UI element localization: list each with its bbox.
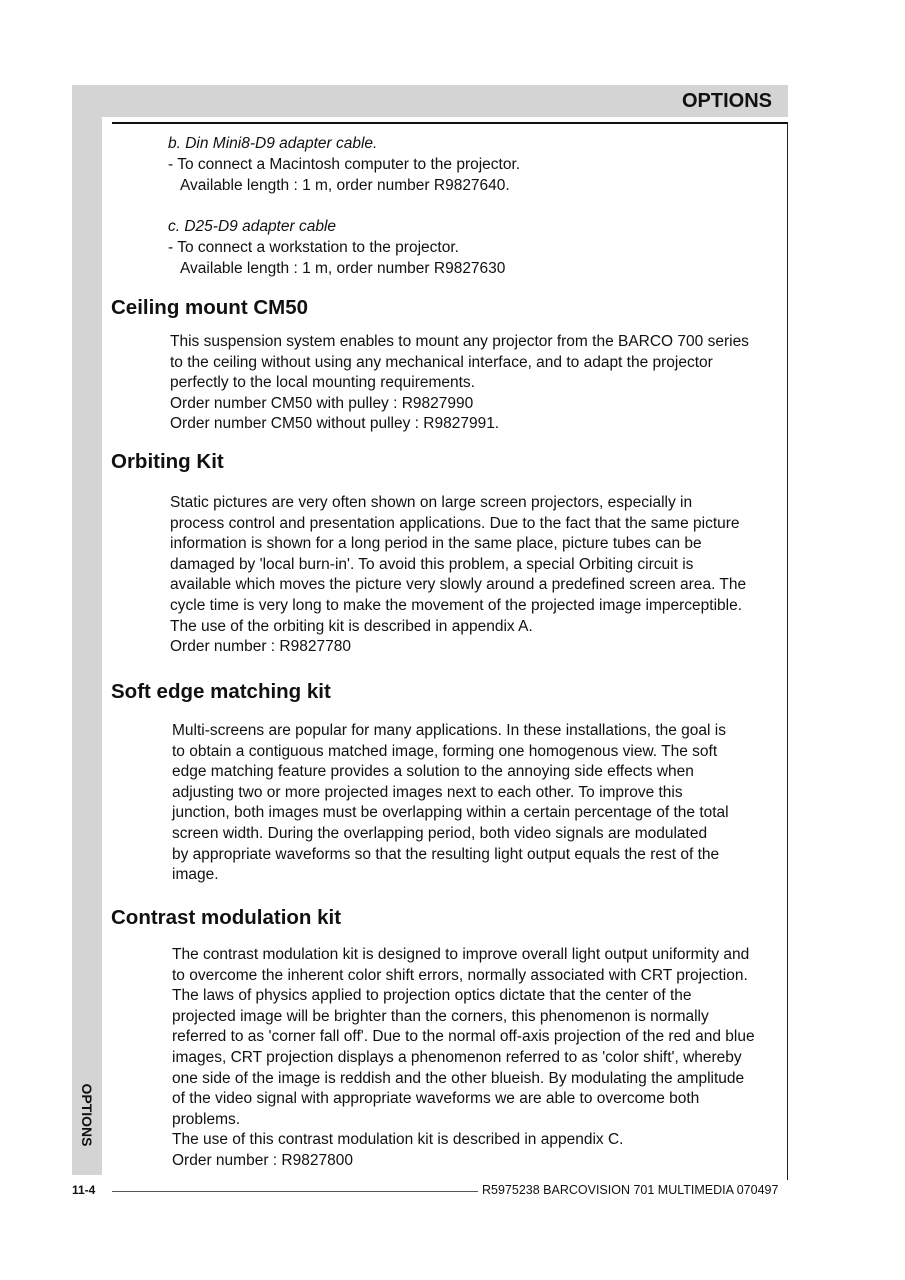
body-line: The use of the orbiting kit is described in appendix A.	[170, 617, 533, 635]
body-line: Order number : R9827800	[172, 1151, 353, 1169]
body-line: damaged by 'local burn-in'. To avoid this problem, a special Orbiting circuit is	[170, 555, 694, 573]
side-tab	[72, 85, 102, 1175]
section-body-ceiling-mount	[170, 332, 770, 435]
body-line: junction, both images must be overlapping within a certain percentage of the total	[172, 804, 729, 822]
body-line: perfectly to the local mounting requirements.	[170, 374, 475, 392]
body-line: Order number CM50 without pulley : R9827991.	[170, 415, 500, 433]
body-line: Static pictures are very often shown on large screen projectors, especially in	[170, 494, 693, 511]
body-line: process control and presentation applications. Due to the fact that the same picture	[170, 514, 740, 532]
body-line: projected image will be brighter than the corners, this phenomenon is normally	[172, 1007, 709, 1025]
body-line: problems.	[172, 1110, 241, 1128]
section-body-orbiting-kit	[170, 493, 770, 658]
body-line: by appropriate waveforms so that the resulting light output equals the rest of the	[172, 845, 720, 863]
body-line: images, CRT projection displays a phenomenon referred to as 'color shift', whereby	[172, 1048, 742, 1066]
subsection-line: - To connect a workstation to the projector.	[168, 238, 459, 256]
body-line: referred to as 'corner fall off'. Due to the normal off-axis projection of the red and blue	[172, 1028, 755, 1046]
body-line: image.	[172, 866, 219, 884]
body-line: The contrast modulation kit is designed to improve overall light output uniformity and	[172, 946, 750, 963]
body-line: cycle time is very long to make the movement of the projected image imperceptible.	[170, 596, 743, 614]
subsection-din-mini8	[168, 134, 778, 196]
body-line: Order number : R9827780	[170, 638, 351, 656]
body-line: screen width. During the overlapping period, both video signals are modulated	[172, 824, 708, 842]
subsection-line: Available length : 1 m, order number R9827640.	[180, 176, 510, 194]
subsection-line: Available length : 1 m, order number R9827630	[180, 259, 506, 277]
section-heading-contrast-modulation: Contrast modulation kit	[111, 906, 342, 929]
section-body-soft-edge	[172, 721, 770, 886]
body-line: available which moves the picture very slowly around a predefined screen area. The	[170, 576, 747, 594]
body-line: edge matching feature provides a solution to the annoying side effects when	[172, 763, 694, 781]
subsection-line: - To connect a Macintosh computer to the projector.	[168, 155, 521, 173]
footer-page-number: 11-4	[72, 1183, 96, 1197]
footer-document-id: R5975238 BARCOVISION 701 MULTIMEDIA 070497	[482, 1183, 779, 1197]
header-title: OPTIONS	[681, 90, 772, 112]
body-line: Multi-screens are popular for many applications. In these installations, the goal is	[172, 722, 726, 739]
body-line: Order number CM50 with pulley : R9827990	[170, 394, 474, 412]
footer-rule	[112, 1191, 478, 1192]
right-margin-rule	[787, 122, 788, 1180]
section-body-contrast-modulation	[172, 945, 770, 1172]
section-heading-orbiting-kit: Orbiting Kit	[111, 450, 224, 473]
body-line: one side of the image is reddish and the other blueish. By modulating the amplitude	[172, 1069, 745, 1087]
section-heading-soft-edge: Soft edge matching kit	[111, 680, 331, 703]
header-rule	[112, 122, 788, 124]
subsection-title: c. D25-D9 adapter cable	[168, 218, 337, 235]
body-line: to the ceiling without using any mechanical interface, and to adapt the projector	[170, 353, 713, 371]
body-line: The laws of physics applied to projection optics dictate that the center of the	[172, 987, 692, 1005]
body-line: to overcome the inherent color shift errors, normally associated with CRT projection.	[172, 966, 748, 984]
side-tab-label: OPTIONS	[79, 1083, 95, 1147]
header-bar	[72, 85, 788, 117]
section-heading-ceiling-mount: Ceiling mount CM50	[111, 296, 309, 319]
body-line: The use of this contrast modulation kit is described in appendix C.	[172, 1131, 624, 1149]
body-line: to obtain a contiguous matched image, forming one homogenous view. The soft	[172, 742, 718, 760]
subsection-title: b. Din Mini8-D9 adapter cable.	[168, 135, 378, 152]
subsection-d25-d9	[168, 217, 778, 279]
body-line: of the video signal with appropriate waveforms we are able to overcome both	[172, 1090, 700, 1108]
body-line: This suspension system enables to mount any projector from the BARCO 700 series	[170, 333, 749, 350]
body-line: adjusting two or more projected images next to each other. To improve this	[172, 783, 683, 801]
body-line: information is shown for a long period in the same place, picture tubes can be	[170, 535, 702, 553]
